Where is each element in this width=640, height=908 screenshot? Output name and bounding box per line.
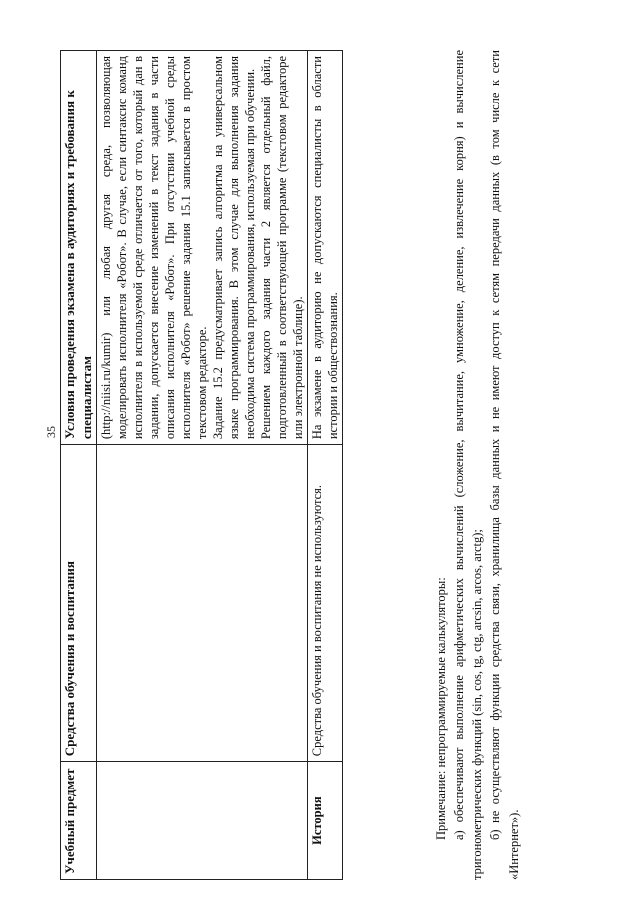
table-row — [308, 51, 343, 880]
page-number: 35 — [44, 426, 58, 438]
note-item-a: а) обеспечивают выполнение арифметических вычислений (сложение, вычитание, умножение, деление, извлечение корня) и вычисление тригонометрических функций (sin, cos, tg, ctg, arcsin, arcos, arctg); — [452, 50, 485, 880]
calculator-note — [432, 50, 523, 880]
cell-conditions — [97, 51, 308, 445]
conditions-paragraph: Задание 15.2 предусматривает запись алгоритма на универсальном языке программирования. В этом случае для выполнения задания необходима система программирования, используемая при обучении. — [211, 56, 258, 440]
conditions-paragraph: (http://niisi.ru/kumir) или любая другая среда, позволяющая моделировать исполнителя «Робот». В случае, если синтаксис команд исполнителя в используемой среде отличается от того, который дан в задании, допускается внесение изменений в текст задания в части описания исполнителя «Робот». При отсутствии учебной среды исполнителя «Робот» решение задания 15.1 записывается в простом текстовом редакторе. — [99, 56, 210, 440]
header-conditions: Условия проведения экзамена в аудиториях и требования к специалистам — [61, 51, 97, 445]
note-title: Примечание: непрограммируемые калькуляторы: — [434, 577, 448, 840]
cell-means: Средства обучения и воспитания не используются. — [308, 445, 343, 762]
note-item-b: б) не осуществляют функции средства связи, хранилища базы данных и не имеют доступ к сетям передачи данных (в том числе к сети «Интернет»). — [488, 50, 521, 880]
cell-means — [97, 445, 308, 762]
exam-conditions-table — [60, 50, 343, 880]
table-header-row — [61, 51, 97, 880]
rotated-page-content — [60, 50, 600, 880]
header-subject: Учебный предмет — [61, 762, 97, 880]
conditions-paragraph: Решением каждого задания части 2 является отдельный файл, подготовленный в соответствующей программе (текстовом редакторе или электронной таблице). — [259, 56, 306, 440]
header-means: Средства обучения и воспитания — [61, 445, 97, 762]
table-row — [97, 51, 308, 880]
cell-conditions — [308, 51, 343, 445]
conditions-paragraph: На экзамене в аудиторию не допускаются специалисты в области истории и обществознания. — [310, 56, 341, 440]
cell-subject: История — [308, 762, 343, 880]
cell-subject — [97, 762, 308, 880]
